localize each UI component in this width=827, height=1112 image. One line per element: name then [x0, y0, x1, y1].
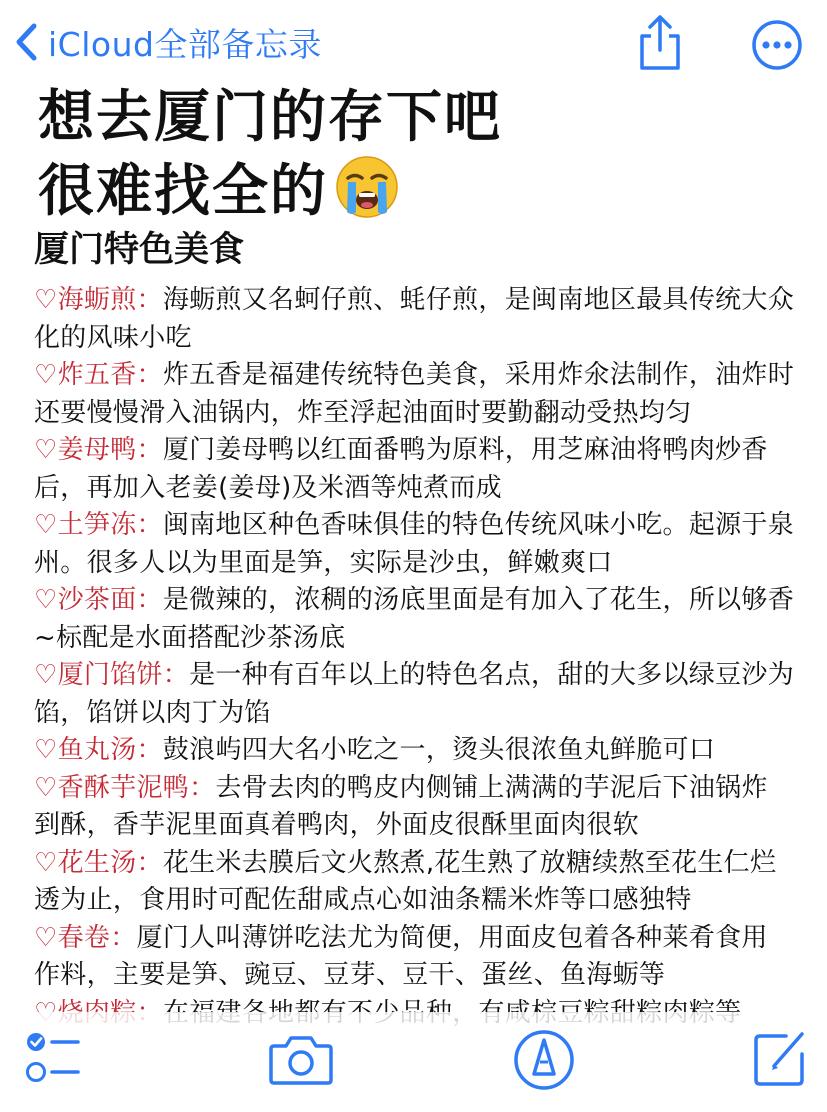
food-name: ♡姜母鸭：: [34, 435, 163, 465]
food-name: ♡香酥芋泥鸭：: [34, 772, 216, 803]
title-line-1: 想去厦门的存下吧: [38, 85, 502, 150]
checklist-icon[interactable]: [24, 1030, 86, 1092]
title-line-2: [38, 154, 502, 228]
food-description: 是微辣的，浓稠的汤底里面是有加入了花生，所以够香~标配是水面搭配沙茶汤底: [34, 585, 795, 653]
food-name: ♡海蛎煎：: [34, 285, 163, 315]
chevron-left-icon: [14, 22, 40, 62]
title-line-2-text: 很难找全的: [38, 159, 328, 224]
loudly-crying-face-emoji: [334, 154, 400, 220]
food-name: ♡鱼丸汤：: [34, 735, 163, 765]
food-description: 去骨去肉的鸭皮内侧铺上满满的芋泥后下油锅炸到酥，香芋泥里面真着鸭肉，外面皮很酥里面肉很软: [34, 772, 768, 840]
navigation-bar: [0, 0, 827, 86]
list-item: [34, 432, 794, 507]
food-description: 厦门姜母鸭以红面番鸭为原料，用芝麻油将鸭肉炒香后，再加入老姜(姜母)及米酒等炖煮而成: [34, 435, 768, 503]
more-icon[interactable]: [750, 18, 804, 72]
food-description: 炸五香是福建传统特色美食，采用炸氽法制作，油炸时还要慢慢滑入油锅内，炸至浮起油面时要勤翻动受热均匀: [34, 360, 795, 428]
food-description: 鼓浪屿四大名小吃之一，烫头很浓鱼丸鲜脆可口: [162, 735, 716, 765]
list-item: [34, 582, 794, 657]
share-icon[interactable]: [636, 14, 684, 72]
compose-icon[interactable]: [752, 1026, 808, 1088]
food-name: ♡土笋冻：: [34, 510, 163, 540]
food-name: ♡花生汤：: [34, 847, 163, 878]
list-item: [34, 845, 794, 920]
back-button[interactable]: [14, 18, 322, 66]
food-description: 厦门人叫薄饼吃法尤为简便，用面皮包着各种莱肴食用作料，主要是笋、豌豆、豆芽、豆干、蛋丝、鱼海蛎等: [34, 922, 768, 990]
list-item: [34, 357, 794, 432]
markup-pen-icon[interactable]: [512, 1028, 576, 1092]
list-item: [34, 282, 794, 357]
food-description: 海蛎煎又名蚵仔煎、蚝仔煎，是闽南地区最具传统大众化的风味小吃: [34, 285, 795, 353]
list-item: [34, 732, 794, 770]
food-name: ♡炸五香：: [34, 360, 163, 390]
camera-icon[interactable]: [268, 1030, 334, 1088]
bottom-toolbar: [0, 1012, 827, 1112]
list-item: [34, 770, 794, 845]
food-name: ♡沙茶面：: [34, 585, 163, 615]
list-item: [34, 657, 794, 732]
food-description: 花生米去膜后文火熬煮,花生熟了放糖续熬至花生仁烂透为止，食用时可配佐甜咸点心如油条糯米炸等口感独特: [34, 847, 777, 915]
section-heading: 厦门特色美食: [34, 230, 245, 270]
note-title: [38, 82, 502, 228]
food-list: [34, 282, 794, 1032]
food-description: 闽南地区种色香味俱佳的特色传统风味小吃。起源于泉州。很多人以为里面是笋，实际是沙虫，鲜嫩爽口: [34, 510, 795, 578]
food-name: ♡厦门馅饼：: [34, 660, 190, 690]
list-item: [34, 507, 794, 582]
food-description: 是一种有百年以上的特色名点，甜的大多以绿豆沙为馅，馅饼以肉丁为馅: [34, 660, 795, 728]
list-item: [34, 920, 794, 995]
back-button-label: iCloud全部备忘录: [48, 24, 322, 64]
food-name: ♡春卷：: [34, 922, 137, 953]
